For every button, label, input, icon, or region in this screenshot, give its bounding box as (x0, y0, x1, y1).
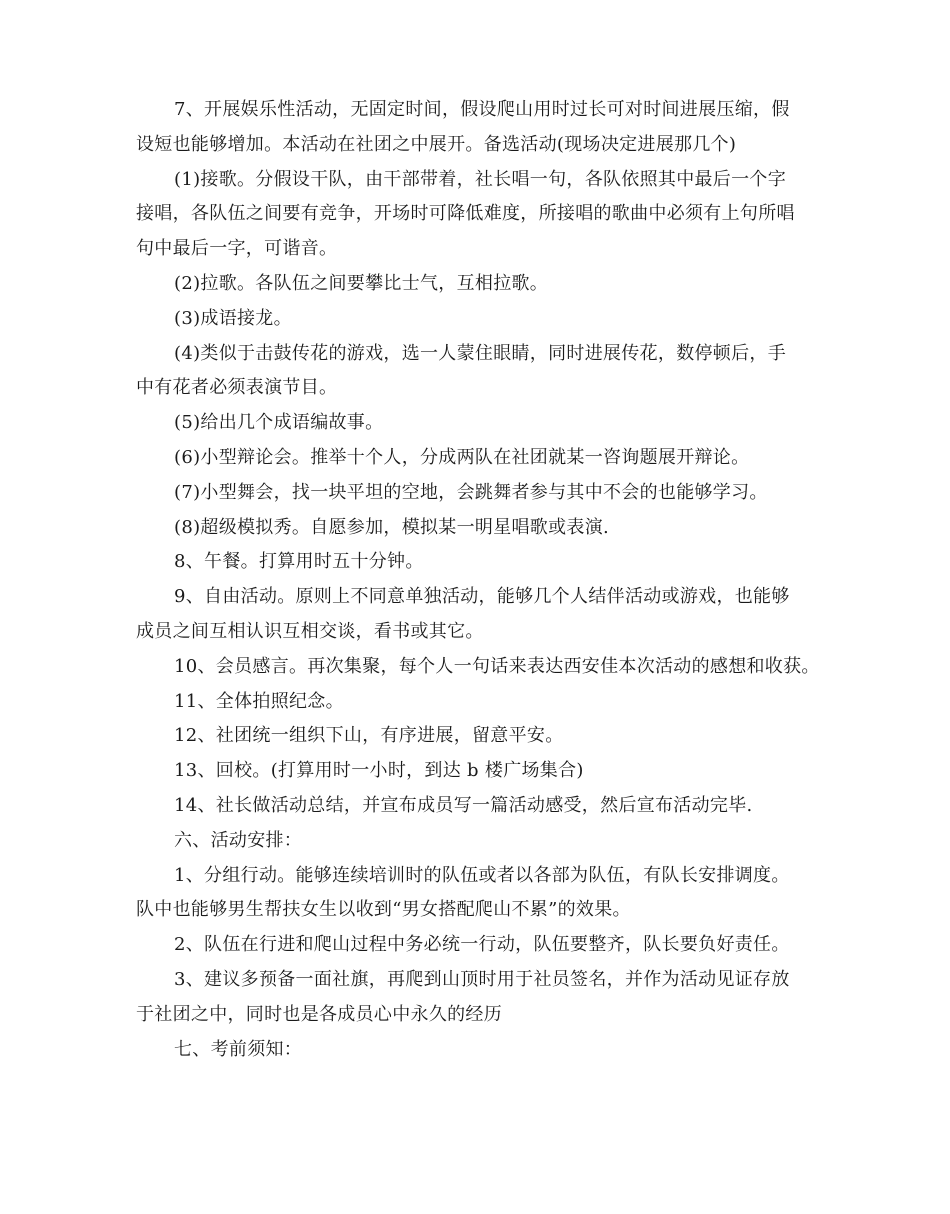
paragraph (136, 650, 826, 685)
text-line: 3、建议多预备一面社旗，再爬到山顶时用于社员签名，并作为活动见证存放 (174, 968, 790, 990)
text-line: 14、社长做活动总结，并宣布成员写一篇活动感受，然后宣布活动完毕. (174, 794, 753, 816)
text-line: 1、分组行动。能够连续培训时的队伍或者以各部为队伍，有队长安排调度。 (174, 864, 790, 886)
text-line: 11、全体拍照纪念。 (174, 690, 344, 712)
text-line: 接唱，各队伍之间要有竞争，开场时可降低难度，所接唱的歌曲中必须有上句所唱 (136, 203, 795, 225)
paragraph (136, 476, 826, 511)
text-line: 13、回校。(打算用时一小时，到达 b 楼广场集合) (174, 760, 584, 782)
paragraph (136, 511, 826, 546)
text-line: 2、队伍在行进和爬山过程中务必统一行动，队伍要整齐，队长要负好责任。 (174, 934, 790, 956)
text-line: 句中最后一字，可谐音。 (136, 238, 338, 260)
text-line: 7、开展娱乐性活动，无固定时间，假设爬山用时过长可对时间进展压缩，假 (174, 99, 790, 120)
text-line: 9、自由活动。原则上不同意单独活动，能够几个人结伴活动或游戏，也能够 (174, 586, 790, 608)
text-line: 于社团之中，同时也是各成员心中永久的经历 (136, 1003, 502, 1025)
paragraph (136, 754, 826, 789)
document-body (136, 93, 826, 1067)
text-line: 队中也能够男生帮扶女生以收到“男女搭配爬山不累”的效果。 (136, 899, 631, 921)
paragraph (136, 267, 826, 302)
paragraph (136, 859, 826, 929)
text-line: 设短也能够增加。本活动在社团之中展开。备选活动(现场决定进展那几个) (136, 133, 737, 155)
text-line: 成员之间互相认识互相交谈，看书或其它。 (136, 620, 484, 642)
text-line: 8、午餐。打算用时五十分钟。 (174, 551, 424, 573)
text-line: (4)类似于击鼓传花的游戏，选一人蒙住眼睛，同时进展传花，数停顿后，手 (174, 342, 786, 364)
text-line: 六、活动安排： (174, 829, 303, 851)
paragraph (136, 406, 826, 441)
paragraph (136, 163, 826, 267)
text-line: (1)接歌。分假设干队，由干部带着，社长唱一句，各队依照其中最后一个字 (174, 168, 786, 190)
paragraph (136, 719, 826, 754)
text-line: (8)超级模拟秀。自愿参加，模拟某一明星唱歌或表演. (174, 516, 610, 538)
paragraph (136, 441, 826, 476)
text-line: (7)小型舞会，找一块平坦的空地，会跳舞者参与其中不会的也能够学习。 (174, 481, 768, 503)
paragraph (136, 1033, 826, 1068)
paragraph (136, 93, 826, 163)
text-line: (5)给出几个成语编故事。 (174, 412, 384, 434)
text-line: (2)拉歌。各队伍之间要攀比士气，互相拉歌。 (174, 272, 549, 294)
paragraph (136, 580, 826, 650)
paragraph (136, 824, 826, 859)
text-line: 七、考前须知： (174, 1038, 303, 1060)
text-line: (6)小型辩论会。推举十个人，分成两队在社团就某一咨询题展开辩论。 (174, 446, 750, 468)
paragraph (136, 789, 826, 824)
paragraph (136, 928, 826, 963)
text-line: 10、会员感言。再次集聚，每个人一句话来表达西安佳本次活动的感想和收获。 (174, 655, 820, 677)
text-line: (3)成语接龙。 (174, 307, 292, 329)
paragraph (136, 545, 826, 580)
paragraph (136, 685, 826, 720)
text-line: 中有花者必须表演节目。 (136, 377, 338, 399)
paragraph (136, 337, 826, 407)
paragraph (136, 302, 826, 337)
text-line: 12、社团统一组织下山，有序进展，留意平安。 (174, 725, 564, 747)
paragraph (136, 963, 826, 1033)
